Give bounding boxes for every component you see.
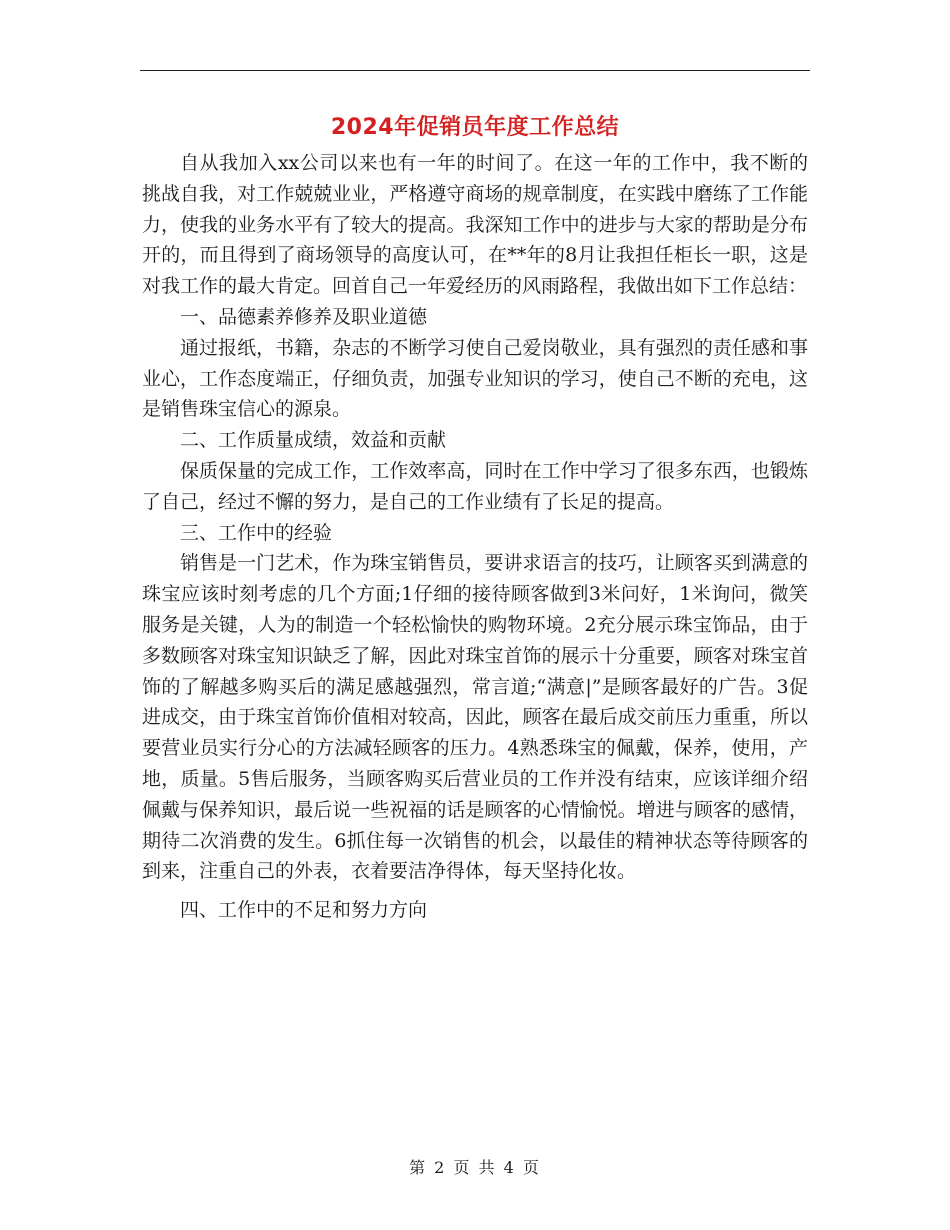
section-heading-2: 二、工作质量成绩，效益和贡献 xyxy=(180,429,447,452)
document-title: 2024年促销员年度工作总结 xyxy=(330,115,620,140)
section-heading-3: 三、工作中的经验 xyxy=(180,521,333,544)
header-rule xyxy=(140,70,810,71)
section-heading-4: 四、工作中的不足和努力方向 xyxy=(180,899,428,922)
section-paragraph-3: 销售是一门艺术，作为珠宝销售员，要讲求语言的技巧，让顾客买到满意的珠宝应该时刻考虑的几个方面;1仔细的接待顾客做到3米问好，1米询问，微笑服务是关键，人为的制造一个轻松愉快的购物环境。2充分展示珠宝饰品，由于多数顾客对珠宝知识缺乏了解，因此对珠宝首饰的展示十分重要，顾客对珠宝首饰的了解越多购买后的满足感越强烈，常言道;“满意|”是顾客最好的广告。3促进成交，由于珠宝首饰价值相对较高，因此，顾客在最后成交前压力重重，所以要营业员实行分心的方法减轻顾客的压力。4熟悉珠宝的佩戴，保养，使用，产地，质量。5售后服务，当顾客购买后营业员的工作并没有结束，应该详细介绍佩戴与保养知识，最后说一些祝福的话是顾客的心情愉悦。增进与顾客的感情，期待二次消费的发生。6抓住每一次销售的机会，以最佳的精神状态等待顾客的到来，注重自己的外表，衣着要洁净得体，每天坚持化妆。 xyxy=(142,552,808,883)
section-paragraph-1: 通过报纸，书籍，杂志的不断学习使自己爱岗敬业，具有强烈的责任感和事业心，工作态度端正，仔细负责，加强专业知识的学习，使自己不断的充电，这是销售珠宝信心的源泉。 xyxy=(142,336,808,421)
section-paragraph-2: 保质保量的完成工作，工作效率高，同时在工作中学习了很多东西，也锻炼了自己，经过不懈的努力，是自己的工作业绩有了长足的提高。 xyxy=(142,459,808,513)
section-heading-1: 一、品德素养修养及职业道德 xyxy=(180,305,428,328)
intro-paragraph: 自从我加入xx公司以来也有一年的时间了。在这一年的工作中，我不断的挑战自我，对工作兢兢业业，严格遵守商场的规章制度，在实践中磨练了工作能力，使我的业务水平有了较大的提高。我深知工作中的进步与大家的帮助是分布开的，而且得到了商场领导的高度认可，在**年的8月让我担任柜长一职，这是对我工作的最大肯定。回首自己一年爱经历的风雨路程，我做出如下工作总结： xyxy=(142,152,808,298)
page-number: 第 2 页 共 4 页 xyxy=(409,1158,541,1177)
document-body xyxy=(142,148,808,926)
